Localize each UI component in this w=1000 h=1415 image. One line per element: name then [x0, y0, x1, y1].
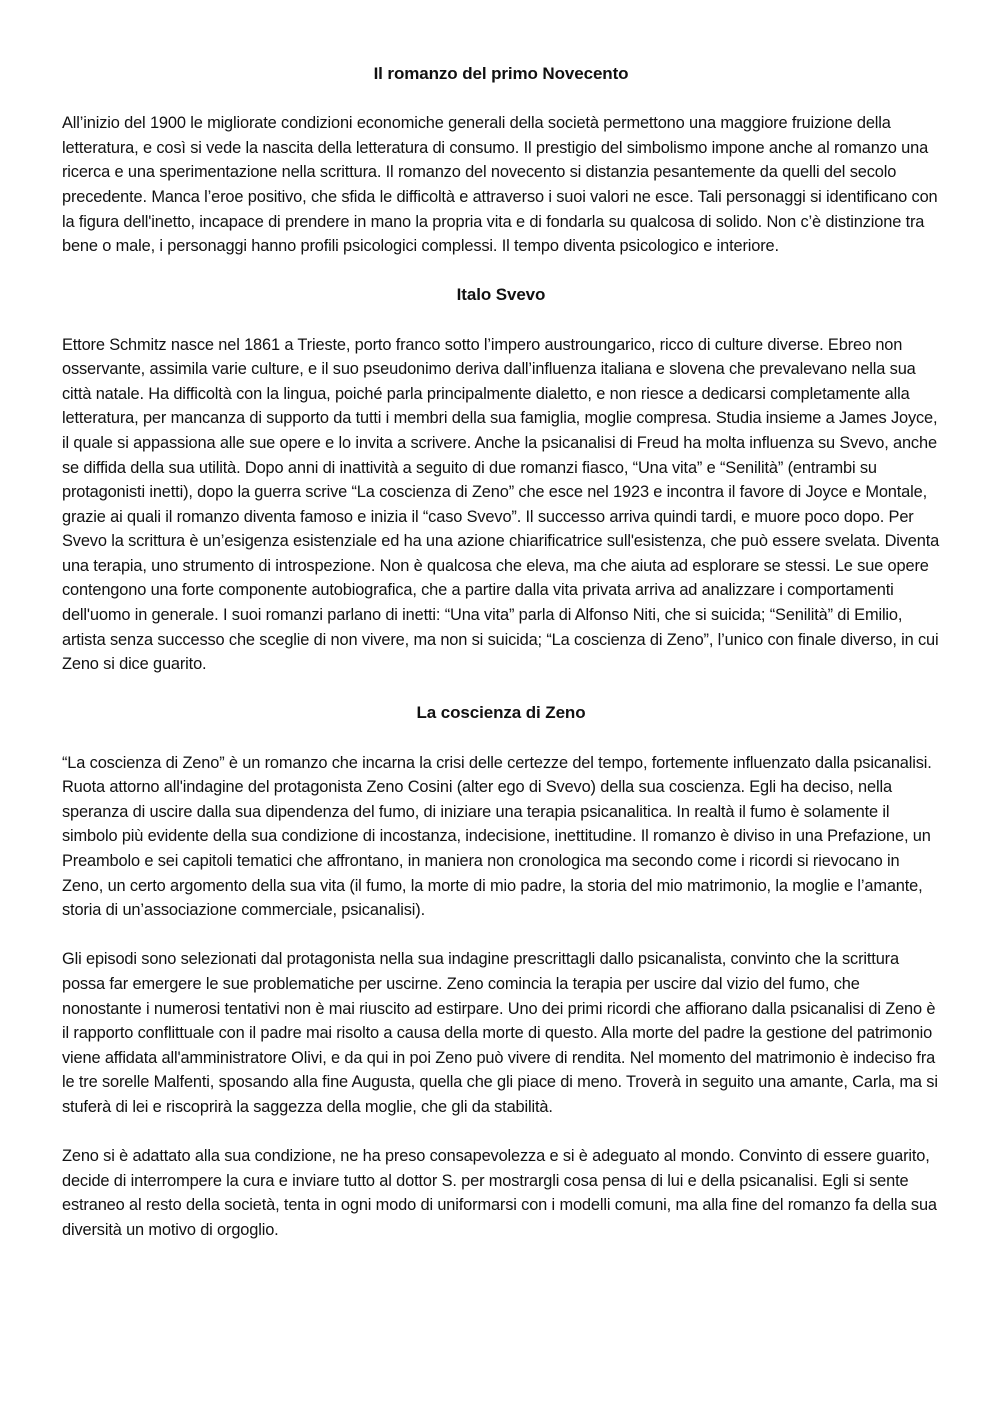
spacer [62, 308, 940, 333]
paragraph-zeno-1: “La coscienza di Zeno” è un romanzo che incarna la crisi delle certezze del tempo, fortemente influenzato dalla psicanalisi. Ruota attorno all'indagine del protagonista Zeno Cosini (alter ego di Svevo) della sua coscienza. Egli ha deciso, nella speranza di uscire dalla sua dipendenza del fumo, di iniziare una terapia psicanalitica. In realtà il fumo è solamente il simbolo più evidente della sua condizione di incostanza, indecisione, inettitudine. Il romanzo è diviso in una Prefazione, un Preambolo e sei capitoli tematici che affrontano, in maniera non cronologica ma secondo come i ricordi si rievocano in Zeno, un certo argomento della sua vita (il fumo, la morte di mio padre, la storia del mio matrimonio, la moglie e l’amante, storia di un’associazione commerciale, psicanalisi). [62, 753, 932, 920]
paragraph-zeno-2: Gli episodi sono selezionati dal protagonista nella sua indagine prescrittagli dallo psicanalista, convinto che la scrittura possa far emergere le sue problematiche per uscirne. Zeno comincia la terapia per uscire dal vizio del fumo, che nonostante i numerosi tentativi non è mai riuscito ad estirpare. Uno dei primi ricordi che affiorano dalla psicanalisi di Zeno è il rapporto conflittuale con il padre mai risolto a causa della morte di questo. Alla morte del padre la gestione del patrimonio viene affidata all'amministratore Olivi, e da qui in poi Zeno può vivere di rendita. Nel momento del matrimonio è indeciso fra le tre sorelle Malfenti, sposando alla fine Augusta, quella che gli piace di meno. Troverà in seguito una amante, Carla, ma si stuferà di lei e riscoprirà la saggezza della moglie, che gli da stabilità. [62, 950, 938, 1116]
spacer [62, 87, 940, 112]
spacer [62, 923, 940, 948]
paragraph-romanzo: All’inizio del 1900 le migliorate condizioni economiche generali della società permettono una maggiore fruizione della letteratura, e così si vede la nascita della letteratura di consumo. Il prestigio del simbolismo impone anche al romanzo una ricerca e una sperimentazione nella scrittura. Il romanzo del novecento si distanzia pesantemente da quelli del secolo precedente. Manca l’eroe positivo, che sfida le difficoltà e attraverso i suoi valori ne esce. Tali personaggi si identificano con la figura dell'inetto, incapace di prendere in mano la propria vita e di fondarla su qualcosa di solido. Non c’è distinzione tra bene o male, i personaggi hanno profili psicologici complessi. Il tempo diventa psicologico e interiore. [62, 114, 938, 256]
spacer [62, 1120, 940, 1145]
section-title-romanzo: Il romanzo del primo Novecento [373, 64, 629, 83]
paragraph-zeno-3: Zeno si è adattato alla sua condizione, ne ha preso consapevolezza e si è adeguato al mondo. Convinto di essere guarito, decide di interrompere la cura e inviare tutto al dottor S. per mostrargli cosa pensa di lui e della psicanalisi. Egli si sente estraneo al resto della società, tenta in ogni modo di uniformarsi con i modelli comuni, ma alla fine del romanzo fa della sua diversità un motivo di orgoglio. [62, 1147, 937, 1239]
spacer [62, 677, 940, 702]
document-page [62, 62, 940, 1243]
section-title-svevo: Italo Svevo [456, 285, 546, 305]
spacer [62, 259, 940, 284]
paragraph-svevo: Ettore Schmitz nasce nel 1861 a Trieste, porto franco sotto l’impero austroungarico, ricco di culture diverse. Ebreo non osservante, assimila varie culture, e il suo pseudonimo deriva dall’influenza italiana e slovena che prevalevano nella sua città natale. Ha difficoltà con la lingua, poiché parla principalmente dialetto, e non riesce a dedicarsi completamente alla letteratura, per mancanza di supporto da tutti i membri della sua famiglia, moglie compresa. Studia insieme a James Joyce, il quale si appassiona alle sue opere e lo invita a scrivere. Anche la psicanalisi di Freud ha molta influenza su Svevo, anche se diffida della sua utilità. Dopo anni di inattività a seguito di due romanzi fiasco, “Una vita” e “Senilità” (entrambi su protagonisti inetti), dopo la guerra scrive “La coscienza di Zeno” che esce nel 1923 e incontra il favore di Joyce e Montale, grazie ai quali il romanzo diventa famoso e inizia il “caso Svevo”. Il successo arriva quindi tardi, e muore poco dopo. Per Svevo la scrittura è un’esigenza esistenziale ed ha una azione chiarificatrice sull'esistenza, che può essere svelata. Diventa una terapia, uno strumento di introspezione. Non è qualcosa che eleva, ma che aiuta ad esplorare se stessi. Le sue opere contengono una forte componente autobiografica, che a partire dalla vita privata arriva ad analizzare i comportamenti dell'uomo in generale. I suoi romanzi parlano di inetti: “Una vita” parla di Alfonso Niti, che si suicida; “Senilità” di Emilio, artista senza successo che sceglie di non vivere, ma non si suicida; “La coscienza di Zeno”, l’unico con finale diverso, in cui Zeno si dice guarito. [62, 335, 940, 674]
spacer [62, 726, 940, 751]
section-title-zeno: La coscienza di Zeno [416, 703, 586, 723]
